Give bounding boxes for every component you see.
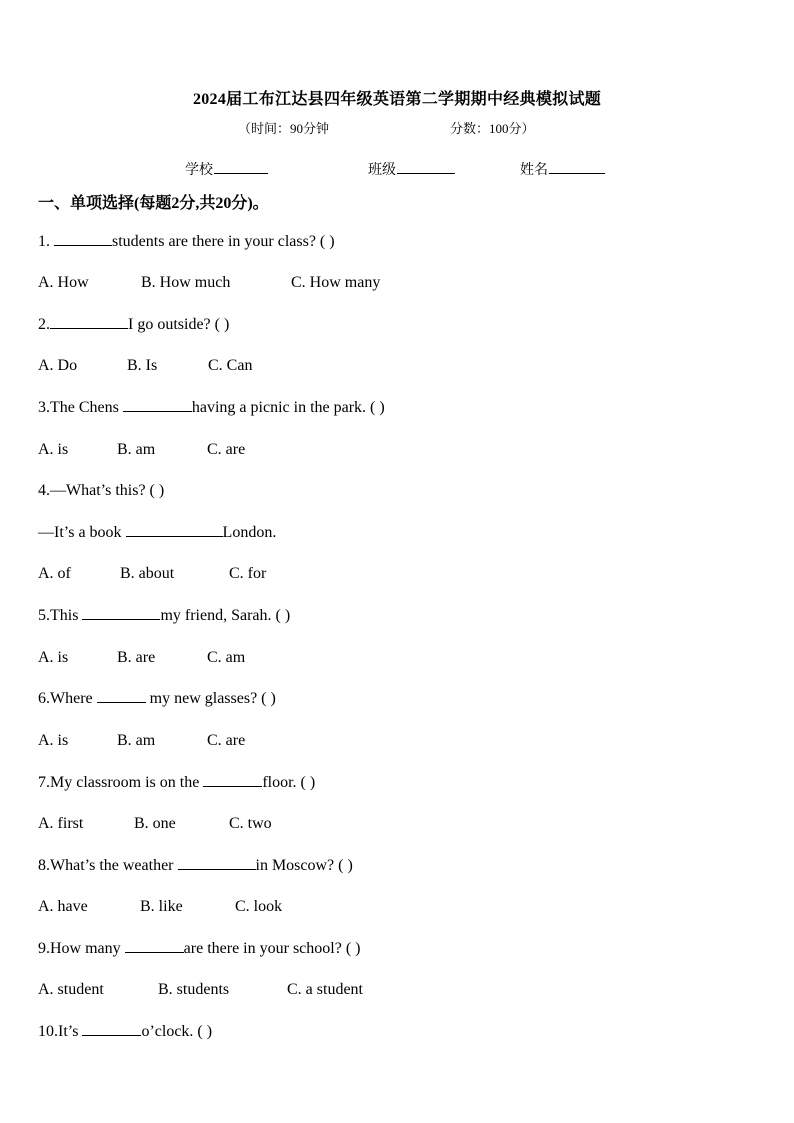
- option-c: C. How many: [291, 274, 381, 291]
- answer-blank: [203, 785, 262, 787]
- question-5: 5.This my friend, Sarah. ( ): [38, 607, 291, 624]
- option-c: C. for: [229, 565, 267, 582]
- answer-blank: [82, 1034, 141, 1036]
- option-b: B. How much: [141, 274, 231, 291]
- answer-blank: [178, 868, 256, 870]
- option-b: B. am: [117, 732, 156, 749]
- question-4: 4.—What’s this? ( ): [38, 482, 165, 499]
- options-1: [38, 274, 380, 292]
- exam-score: 分数：100分）: [450, 121, 535, 136]
- section-heading: 一、单项选择(每题2分,共20分)。: [38, 195, 269, 212]
- options-9: [38, 981, 363, 999]
- question-2: 2. I go outside? ( ): [38, 316, 230, 333]
- answer-blank: [126, 535, 223, 537]
- options-7: [38, 815, 272, 833]
- option-a: A. Do: [38, 357, 78, 374]
- option-c: C. two: [229, 815, 272, 832]
- option-c: C. Can: [208, 357, 253, 374]
- option-a: A. is: [38, 441, 69, 458]
- school-field: [185, 159, 268, 179]
- answer-blank: [123, 410, 192, 412]
- question-8: 8.What’s the weather in Moscow? ( ): [38, 857, 353, 874]
- answer-blank: [50, 327, 128, 329]
- option-b: B. am: [117, 441, 156, 458]
- option-b: B. one: [134, 815, 176, 832]
- answer-blank: [54, 244, 112, 246]
- option-a: A. is: [38, 649, 69, 666]
- name-field: [520, 159, 605, 179]
- exam-title: 2024届工布江达县四年级英语第二学期期中经典模拟试题: [192, 91, 602, 108]
- option-a: A. have: [38, 898, 88, 915]
- options-2: [38, 357, 252, 375]
- answer-blank: [125, 951, 184, 953]
- option-a: A. is: [38, 732, 69, 749]
- option-b: B. students: [158, 981, 230, 998]
- name-blank: [549, 159, 605, 174]
- class-label: 班级: [368, 163, 396, 178]
- option-c: C. are: [207, 441, 246, 458]
- option-b: B. like: [140, 898, 183, 915]
- options-6: [38, 732, 245, 750]
- question-7: 7.My classroom is on the floor. ( ): [38, 774, 316, 791]
- option-b: B. are: [117, 649, 156, 666]
- answer-blank: [97, 701, 146, 703]
- question-10: 10.It’s o’clock. ( ): [38, 1023, 213, 1040]
- option-c: C. are: [207, 732, 246, 749]
- options-4: [38, 565, 266, 583]
- options-3: [38, 441, 245, 459]
- question-6: 6.Where my new glasses? ( ): [38, 690, 276, 707]
- option-b: B. about: [120, 565, 175, 582]
- class-blank: [397, 159, 455, 174]
- answer-blank: [82, 618, 160, 620]
- question-4-reply: —It’s a book London.: [38, 524, 277, 541]
- question-3: 3.The Chens having a picnic in the park. ( ): [38, 399, 385, 416]
- school-blank: [214, 159, 268, 174]
- option-b: B. Is: [127, 357, 158, 374]
- option-a: A. first: [38, 815, 84, 832]
- question-1: 1. students are there in your class? ( ): [38, 233, 335, 250]
- question-9: 9.How many are there in your school? ( ): [38, 940, 361, 957]
- option-a: A. of: [38, 565, 71, 582]
- school-label: 学校: [185, 163, 213, 178]
- class-field: [368, 159, 455, 179]
- name-label: 姓名: [520, 163, 548, 178]
- option-c: C. am: [207, 649, 246, 666]
- options-8: [38, 898, 282, 916]
- option-c: C. a student: [287, 981, 363, 998]
- exam-time: （时间：90分钟: [238, 121, 330, 136]
- option-a: A. student: [38, 981, 104, 998]
- option-a: A. How: [38, 274, 89, 291]
- options-5: [38, 649, 245, 667]
- option-c: C. look: [235, 898, 283, 915]
